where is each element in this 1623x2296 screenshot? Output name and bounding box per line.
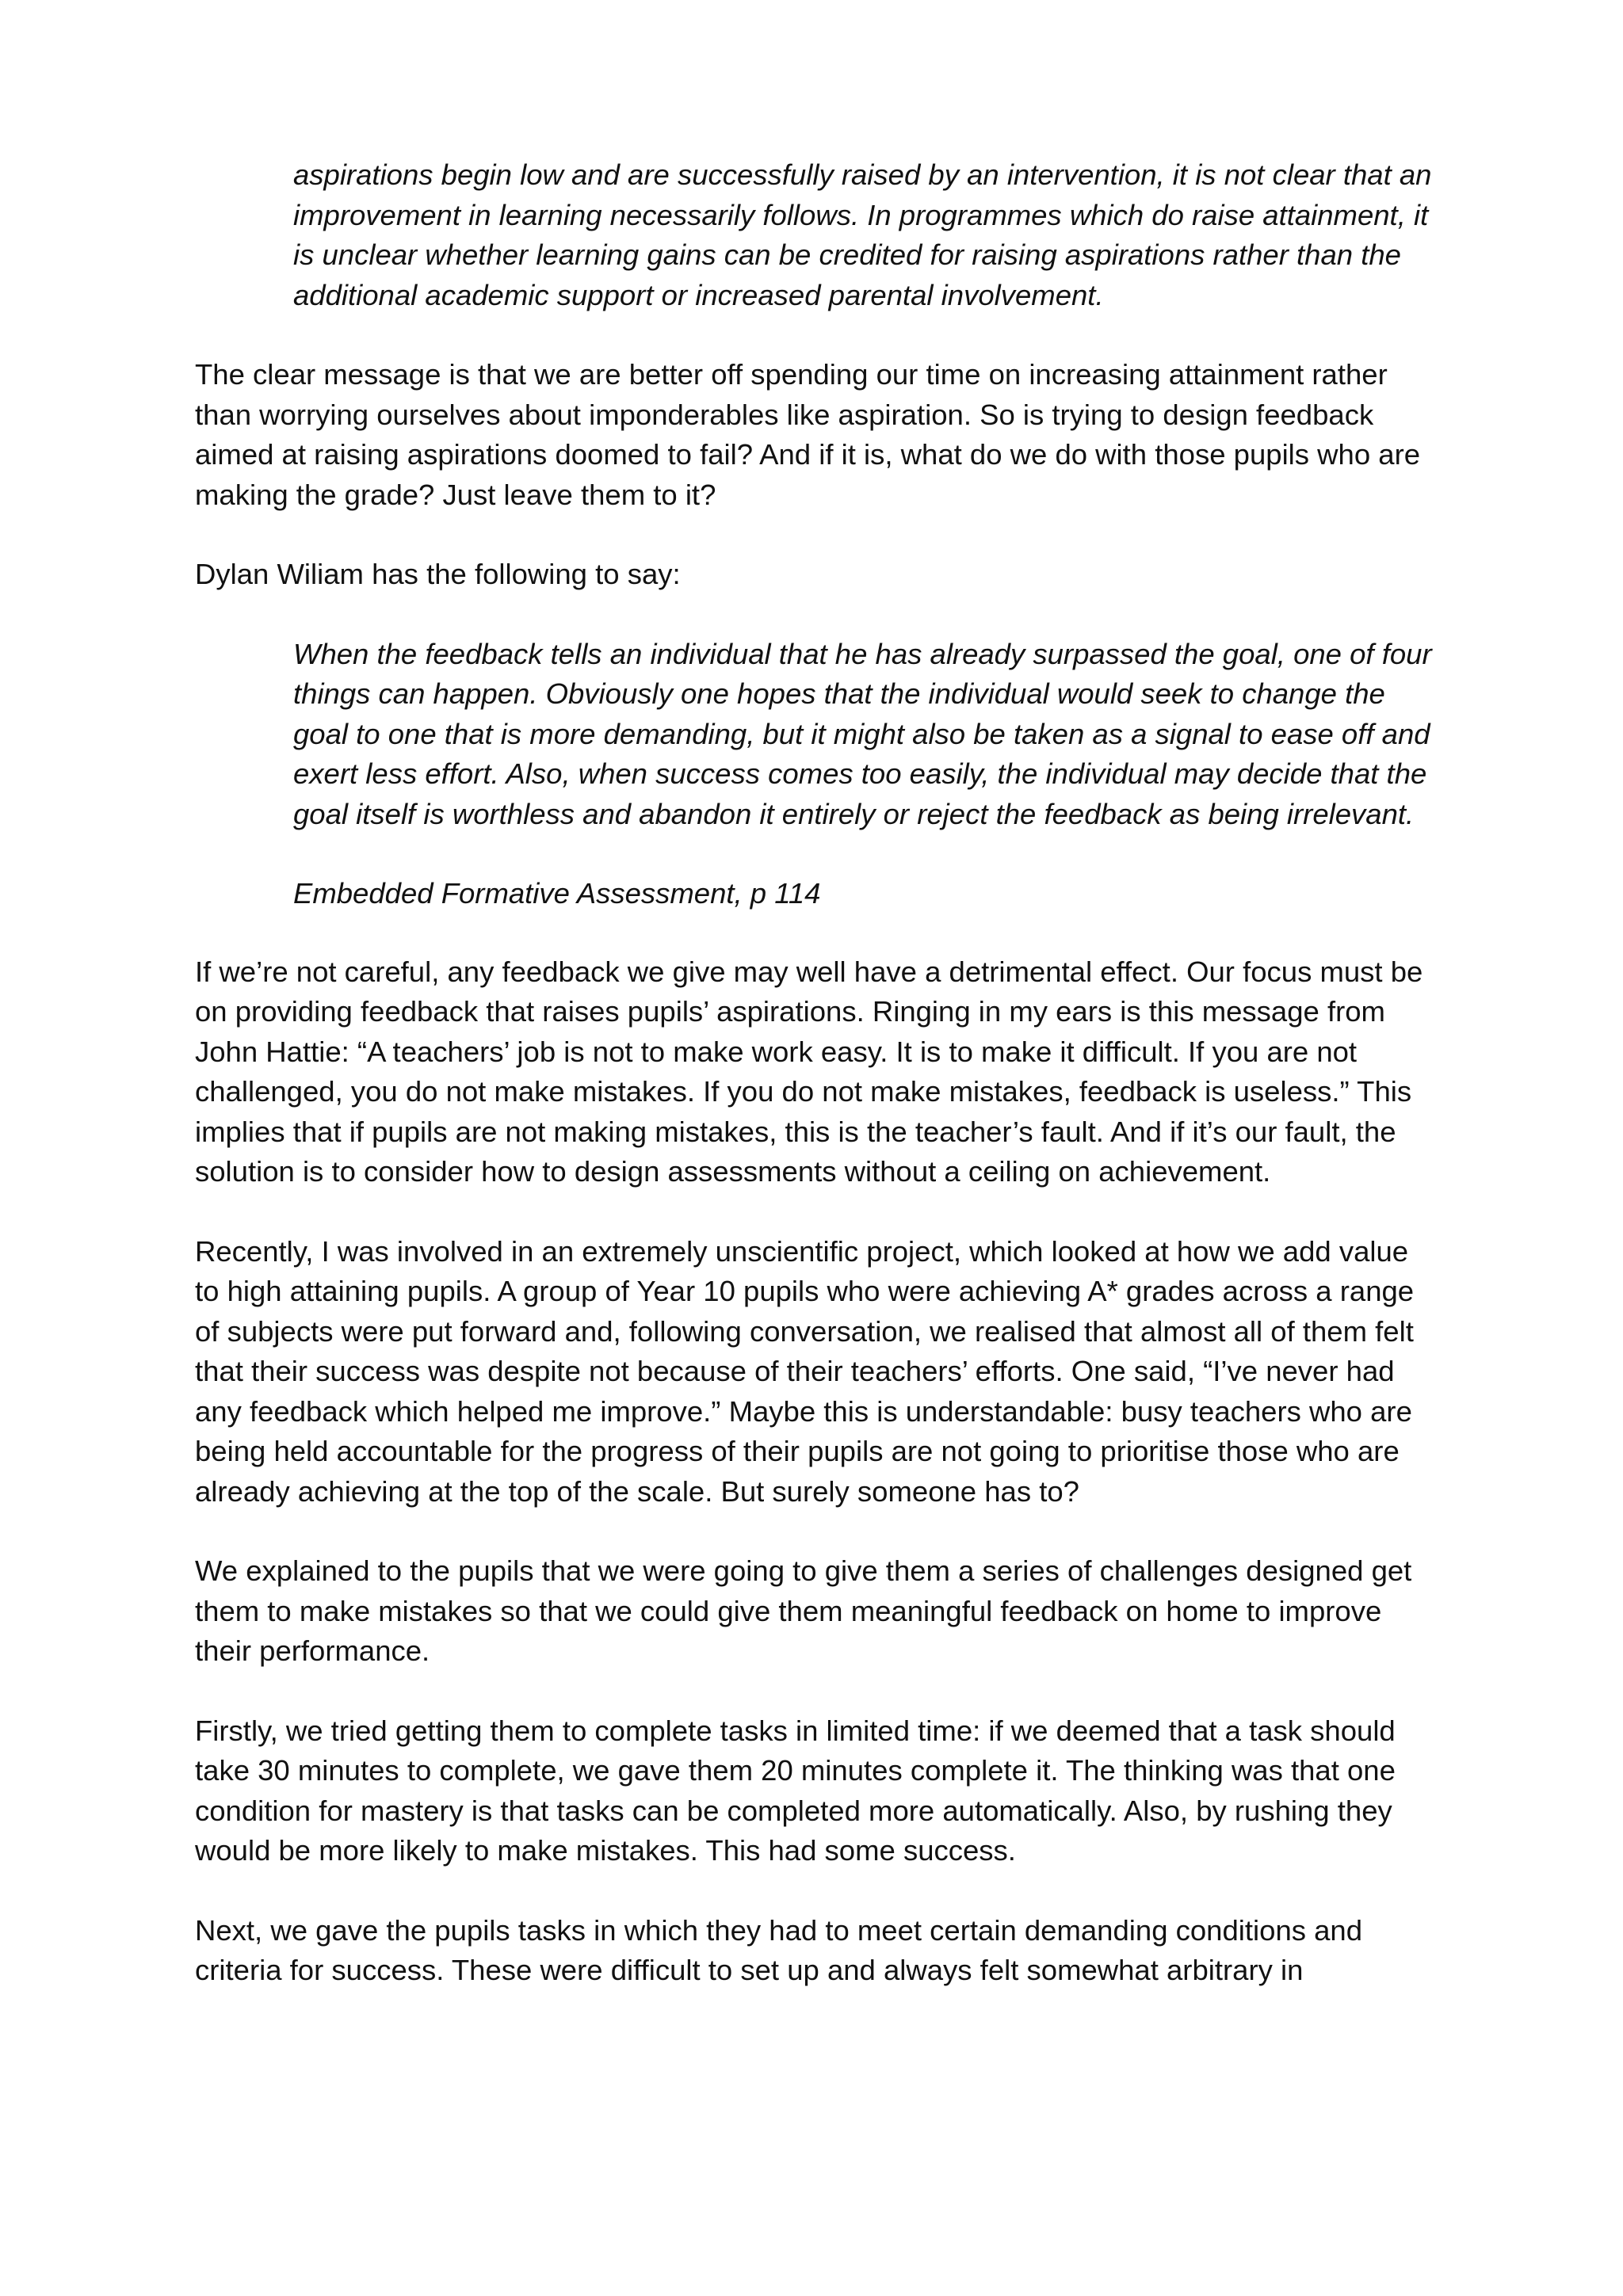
paragraph-challenges: We explained to the pupils that we were going to give them a series of challenges designed get them to make mistakes so that we could give them meaningful feedback on home to improve their performance. (195, 1554, 1412, 1667)
paragraph-project: Recently, I was involved in an extremely unscientific project, which looked at how we add value to high attaining pupils. A group of Year 10 pupils who were achieving A* grades across a range of subjects were put forward and, following conversation, we realised that almost all of them felt that their success was despite not because of their teachers’ efforts. One said, “I’ve never had any feedback which helped me improve.” Maybe this is understandable: busy teachers who are being held accountable for the progress of their pupils are not going to prioritise those who are already achieving at the top of the scale. But surely someone has to? (195, 1234, 1415, 1508)
block-quote-wiliam: When the feedback tells an individual that he has already surpassed the goal, one of four things can happen. Obviously one hopes that the individual would seek to change the goal to one that is more demanding, but it might also be taken as a signal to ease off and exert less effort. Also, when success comes too easily, the individual may decide that the goal itself is worthless and abandon it entirely or reject the feedback as being irrelevant. (293, 637, 1432, 830)
paragraph-limited-time: Firstly, we tried getting them to complete tasks in limited time: if we deemed that a task should take 30 minutes to complete, we gave them 20 minutes complete it. The thinking was that one condition for mastery is that tasks can be completed more automatically. Also, by rushing they would be more likely to make mistakes. This had some success. (195, 1714, 1396, 1867)
document-body (195, 155, 1439, 1991)
paragraph-detrimental-effect: If we’re not careful, any feedback we give may well have a detrimental effect. Our focus must be on providing feedback that raises pupils’ aspirations. Ringing in my ears is this message from John Hattie: “A teachers’ job is not to make work easy. It is to make it difficult. If you are not challenged, you do not make mistakes. If you do not make mistakes, feedback is useless.” This implies that if pupils are not making mistakes, this is the teacher’s fault. And if it’s our fault, the solution is to consider how to design assessments without a ceiling on achievement. (195, 955, 1423, 1188)
paragraph-clear-message: The clear message is that we are better off spending our time on increasing attainment rather than worrying ourselves about imponderables like aspiration. So is trying to design feedback aimed at raising aspirations doomed to fail? And if it is, what do we do with those pupils who are making the grade? Just leave them to it? (195, 358, 1421, 511)
paragraph-demanding-conditions: Next, we gave the pupils tasks in which they had to meet certain demanding conditions and criteria for success. These were difficult to set up and always felt somewhat arbitrary in (195, 1913, 1363, 1986)
paragraph-dylan-wiliam-intro: Dylan Wiliam has the following to say: (195, 558, 681, 590)
quote-source-citation: Embedded Formative Assessment, p 114 (293, 877, 821, 910)
block-quote-aspirations: aspirations begin low and are successfully raised by an intervention, it is not clear that an improvement in learning necessarily follows. In programmes which do raise attainment, it is unclear whether learning gains can be credited for raising aspirations rather than the additional academic support or increased parental involvement. (293, 158, 1432, 311)
